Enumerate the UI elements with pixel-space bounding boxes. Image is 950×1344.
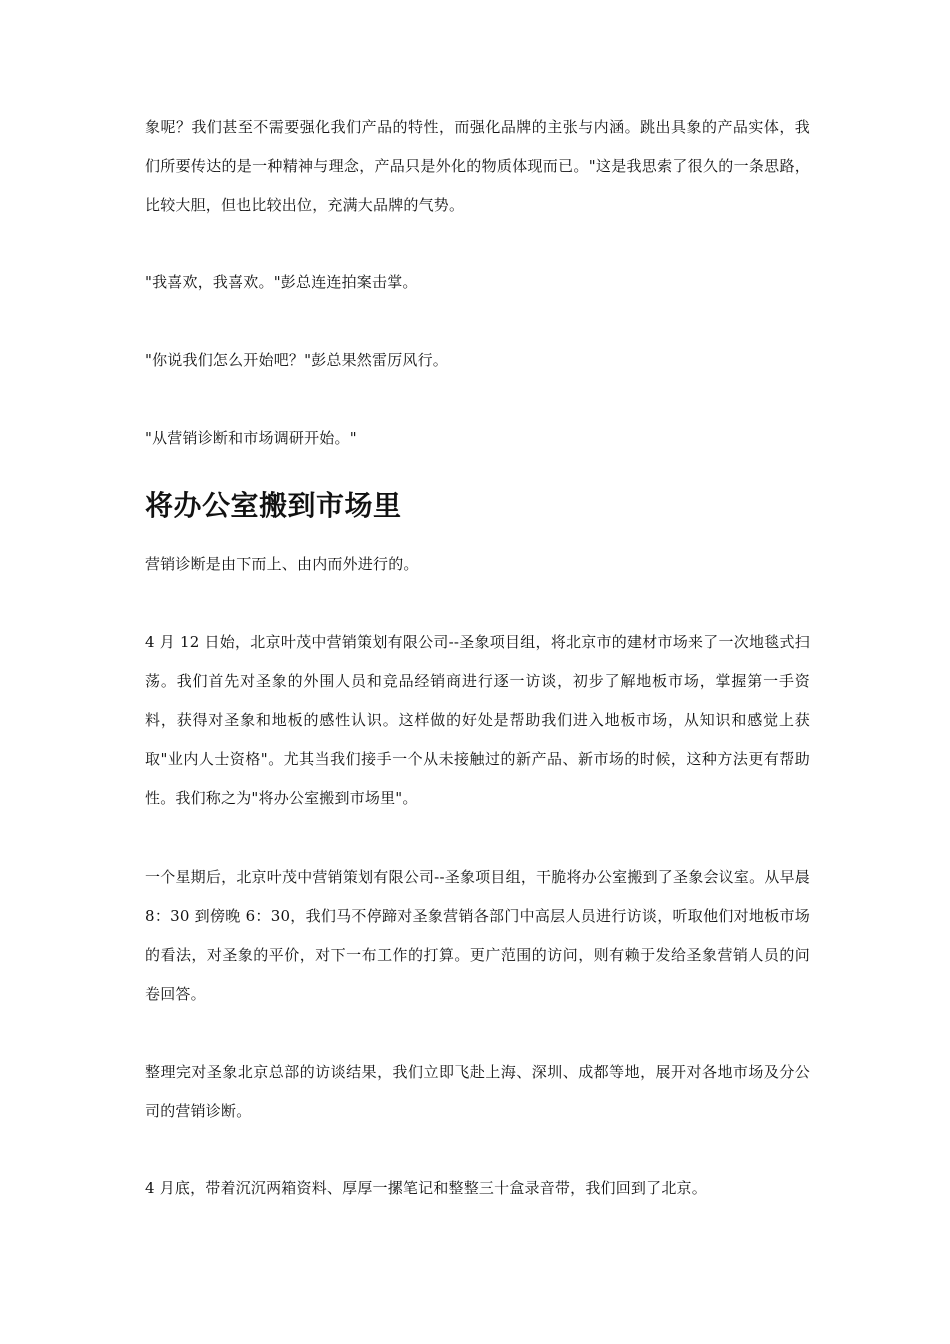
- paragraph-return-beijing: 4 月底，带着沉沉两箱资料、厚厚一摞笔记和整整三十盒录音带，我们回到了北京。: [145, 1179, 707, 1197]
- paragraph-quote-like: "我喜欢，我喜欢。"彭总连连拍案击掌。: [145, 273, 418, 291]
- paragraph-office-move: 一个星期后，北京叶茂中营销策划有限公司--圣象项目组，干脆将办公室搬到了圣象会议室。从早晨 8：30 到傍晚 6：30，我们马不停蹄对圣象营销各部门中高层人员进行访谈，听取他们对地板市场的看法，对圣象的平价，对下一布工作的打算。更广范围的访问，则有赖于发给圣象营销人员的问卷回答。: [145, 868, 810, 1003]
- paragraph-quote-diagnosis: "从营销诊断和市场调研开始。": [145, 429, 357, 447]
- paragraph-branch-diagnosis: 整理完对圣象北京总部的访谈结果，我们立即飞赴上海、深圳、成都等地，展开对各地市场及分公司的营销诊断。: [145, 1063, 810, 1120]
- paragraph-diagnosis-intro: 营销诊断是由下而上、由内而外进行的。: [145, 555, 419, 573]
- paragraph-quote-start: "你说我们怎么开始吧？"彭总果然雷厉风行。: [145, 351, 449, 369]
- paragraph-brand-idea: 象呢？我们甚至不需要强化我们产品的特性，而强化品牌的主张与内涵。跳出具象的产品实体，我们所要传达的是一种精神与理念，产品只是外化的物质体现而已。"这是我思索了很久的一条思路，比较大胆，但也比较出位，充满大品牌的气势。: [145, 118, 810, 214]
- paragraph-market-sweep: 4 月 12 日始，北京叶茂中营销策划有限公司--圣象项目组，将北京市的建材市场来了一次地毯式扫荡。我们首先对圣象的外围人员和竞品经销商进行逐一访谈，初步了解地板市场，掌握第一手资料，获得对圣象和地板的感性认识。这样做的好处是帮助我们进入地板市场，从知识和感觉上获取"业内人士资格"。尤其当我们接手一个从未接触过的新产品、新市场的时候，这种方法更有帮助性。我们称之为"将办公室搬到市场里"。: [145, 633, 810, 807]
- section-heading: 将办公室搬到市场里: [145, 489, 402, 522]
